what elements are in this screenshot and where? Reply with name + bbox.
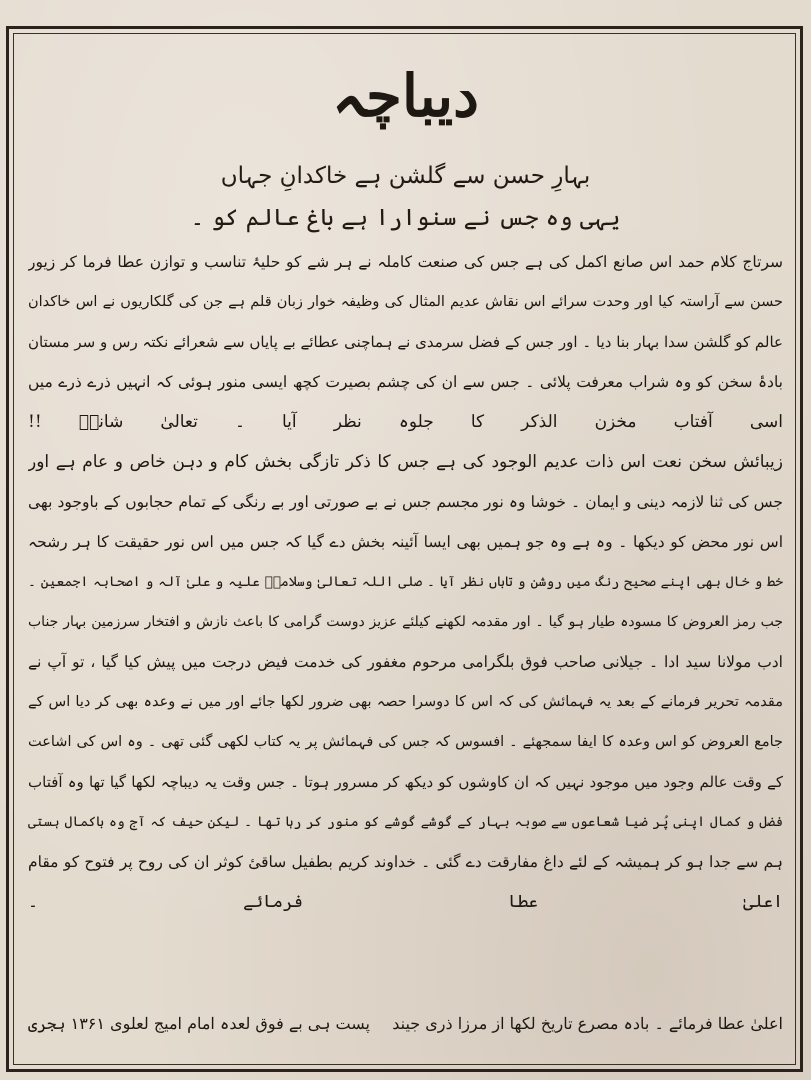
text-line: جب رمز العروض کا مسودہ طیار ہو گیا ۔ اور مقدمہ لکھنے کیلئے عزیز دوست گرامی کا باعث نازش و افتخار سرزمین بہار جناب [28, 614, 783, 630]
preface-body [28, 242, 783, 922]
couplet-line-1: بہارِ حسن سے گلشن ہے خاکدانِ جہاں [220, 163, 591, 189]
text-line: جس کی ثنا لازمہ دینی و ایمان ۔ خوشا وہ نور مجسم جس نے بے صورتی اور بے رنگی کے تمام حجابوں کے باوجود بھی [28, 493, 783, 511]
colophon-right: اعلیٰ عطا فرمائے ۔ بادہ مصرع تاریخ لکھا از مرزا ذری جیند [392, 1014, 783, 1033]
colophon [28, 1014, 783, 1033]
text-line: فضل و کمال اپنی پُر ضیا شعاعوں سے صوبہ بہار کے گوشے گوشے کو منور کر رہا تھا ۔ لیکن حیف کہ آج وہ باکمال ہستی [28, 814, 783, 830]
text-line: بادۂ سخن کو وہ شراب معرفت پلائی ۔ جس سے ان کی چشم بصیرت کچھ ایسی منور ہوئی کہ انہیں ذرے ذرے میں [28, 373, 783, 391]
text-line: زیبائش سخن نعت اس ذات عدیم الوجود کی ہے جس کا ذکر تازگی بخش کام و دہن خاص و عام ہے اور [28, 452, 783, 472]
text-line: حسن سے آراستہ کیا اور وحدت سرائے اس نقاش عدیم المثال کی وظیفہ خوار زبان قلم ہے جن کی گلکاریوں نے اس خاکدان [28, 294, 783, 310]
text-line: اعلیٰ عطا فرمائے ۔ [28, 892, 783, 912]
text-line: جامع العروض کو اس وعدہ کا ایفا سمجھئے ۔ افسوس کہ جس کی فہمائش پر یہ کتاب لکھی گئی تھی ۔ وہ اس کی اشاعت [28, 734, 783, 750]
text-line: ہم سے جدا ہو کر ہمیشہ کے لئے داغ مفارقت دے گئی ۔ خداوند کریم بطفیل ساقیٔ کوثر ان کی روح پر فتوح کو مقام [28, 853, 783, 871]
colophon-left: پست ہی بے فوق لعدہ امام امیج لعلوی ۱۳۶۱ ہجری [28, 1014, 370, 1033]
text-line: اسی آفتاب مخزن الذکر کا جلوہ نظر آیا ۔ تعالیٰ شانہٗ !! [28, 412, 783, 432]
text-line: خط و خال بھی اپنے صحیح رنگ میں روشن و تاباں نظر آیا ۔ صلی اللہ تعالیٰ وسلامہٗ علیہ و علیٰ آلہ و اصحابہ اجمعین ۔ [28, 574, 783, 590]
text-line: سرتاج کلام حمد اس صانع اکمل کی ہے جس کی صنعت کاملہ نے ہر شے کو حلیۂ تناسب و توازن عطا فرما کر زیور [28, 253, 783, 271]
text-line: اس نور محض کو دیکھا ۔ وہ ہے وہ جو ہمیں بھی ایسا آئینہ بخش دے گیا کہ جس میں اس نور حقیقت کا ہر رشحہ [28, 533, 783, 551]
text-line: عالم کو گلشن سدا بہار بنا دیا ۔ اور جس کے فضل سرمدی نے ہماچنی عطائے بے پایاں سے شعرائے نکتہ رس و سر مستان [28, 333, 783, 351]
page-title: دیباچہ [332, 62, 479, 130]
text-line: مقدمہ تحریر فرمانے کے بعد یہ فہمائش کی کہ اس کا دوسرا حصہ بھی ضرور لکھا جائے اور میں نے وعدہ بھی کر دیا اس کے [28, 694, 783, 710]
text-line: کے وقت عالم وجود میں موجود نہیں کہ ان کاوشوں کو دیکھ کر مسرور ہوتا ۔ جس وقت یہ دیباچہ لکھا گیا تھا وہ آفتاب [28, 773, 783, 791]
couplet-line-2: یہی وہ جس نے سنوارا ہے باغ عالم کو ۔ [190, 205, 621, 231]
text-line: ادب مولانا سید ادا ۔ جیلانی صاحب فوق بلگرامی مرحوم مغفور کی خدمت فیض درجت میں پیش کیا گیا ، تو آپ نے [28, 653, 783, 671]
